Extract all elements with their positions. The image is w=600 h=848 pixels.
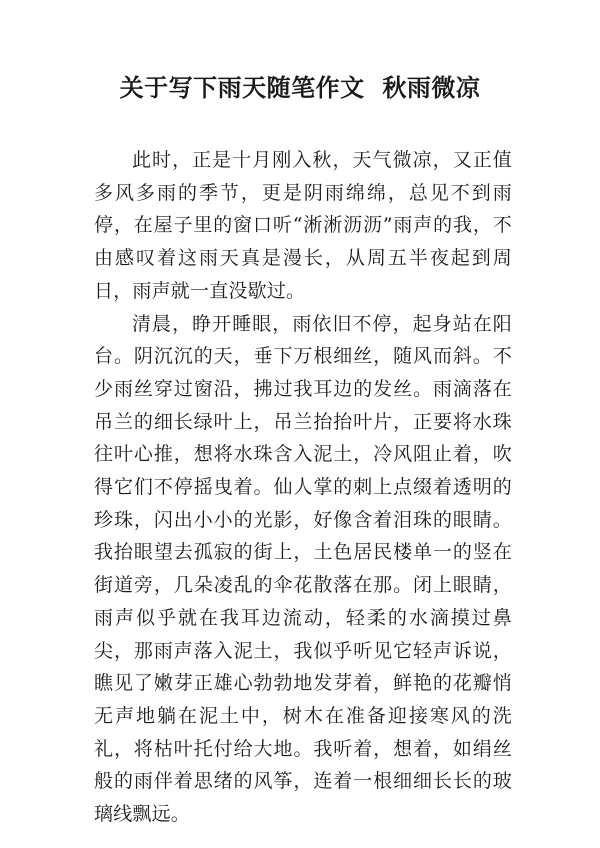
document-title: 关于写下雨天随笔作文 秋雨微凉 <box>119 74 481 102</box>
paragraph-1: 此时，正是十月刚入秋，天气微凉，又正值多风多雨的季节，更是阴雨绵绵，总见不到雨停，在屋子里的窗口听“淅淅沥沥”雨声的我，不由感叹着这雨天真是漫长，从周五半夜起到周日，雨声就一直没歇过。 <box>94 149 512 302</box>
paragraph-2: 清晨，睁开睡眼，雨依旧不停，起身站在阳台。阴沉沉的天，垂下万根细丝，随风而斜。不少雨丝穿过窗沿，拂过我耳边的发丝。雨滴落在吊兰的细长绿叶上，吊兰抬抬叶片，正要将水珠往叶心推，想将水珠含入泥土，冷风阻止着，吹得它们不停摇曳着。仙人掌的刺上点缀着透明的珍珠，闪出小小的光影，好像含着泪珠的眼睛。我抬眼望去孤寂的街上，土色居民楼单一的竖在街道旁，几朵凌乱的伞花散落在那。闭上眼睛，雨声似乎就在我耳边流动，轻柔的水滴摸过鼻尖，那雨声落入泥土，我似乎听见它轻声诉说，瞧见了嫩芽正雄心勃勃地发芽着，鲜艳的花瓣悄无声地躺在泥土中，树木在准备迎接寒风的洗礼，将枯叶托付给大地。我听着，想着，如绢丝般的雨伴着思绪的风筝，连着一根细细长长的玻璃线飘远。 <box>94 312 512 826</box>
document-body <box>94 144 512 831</box>
